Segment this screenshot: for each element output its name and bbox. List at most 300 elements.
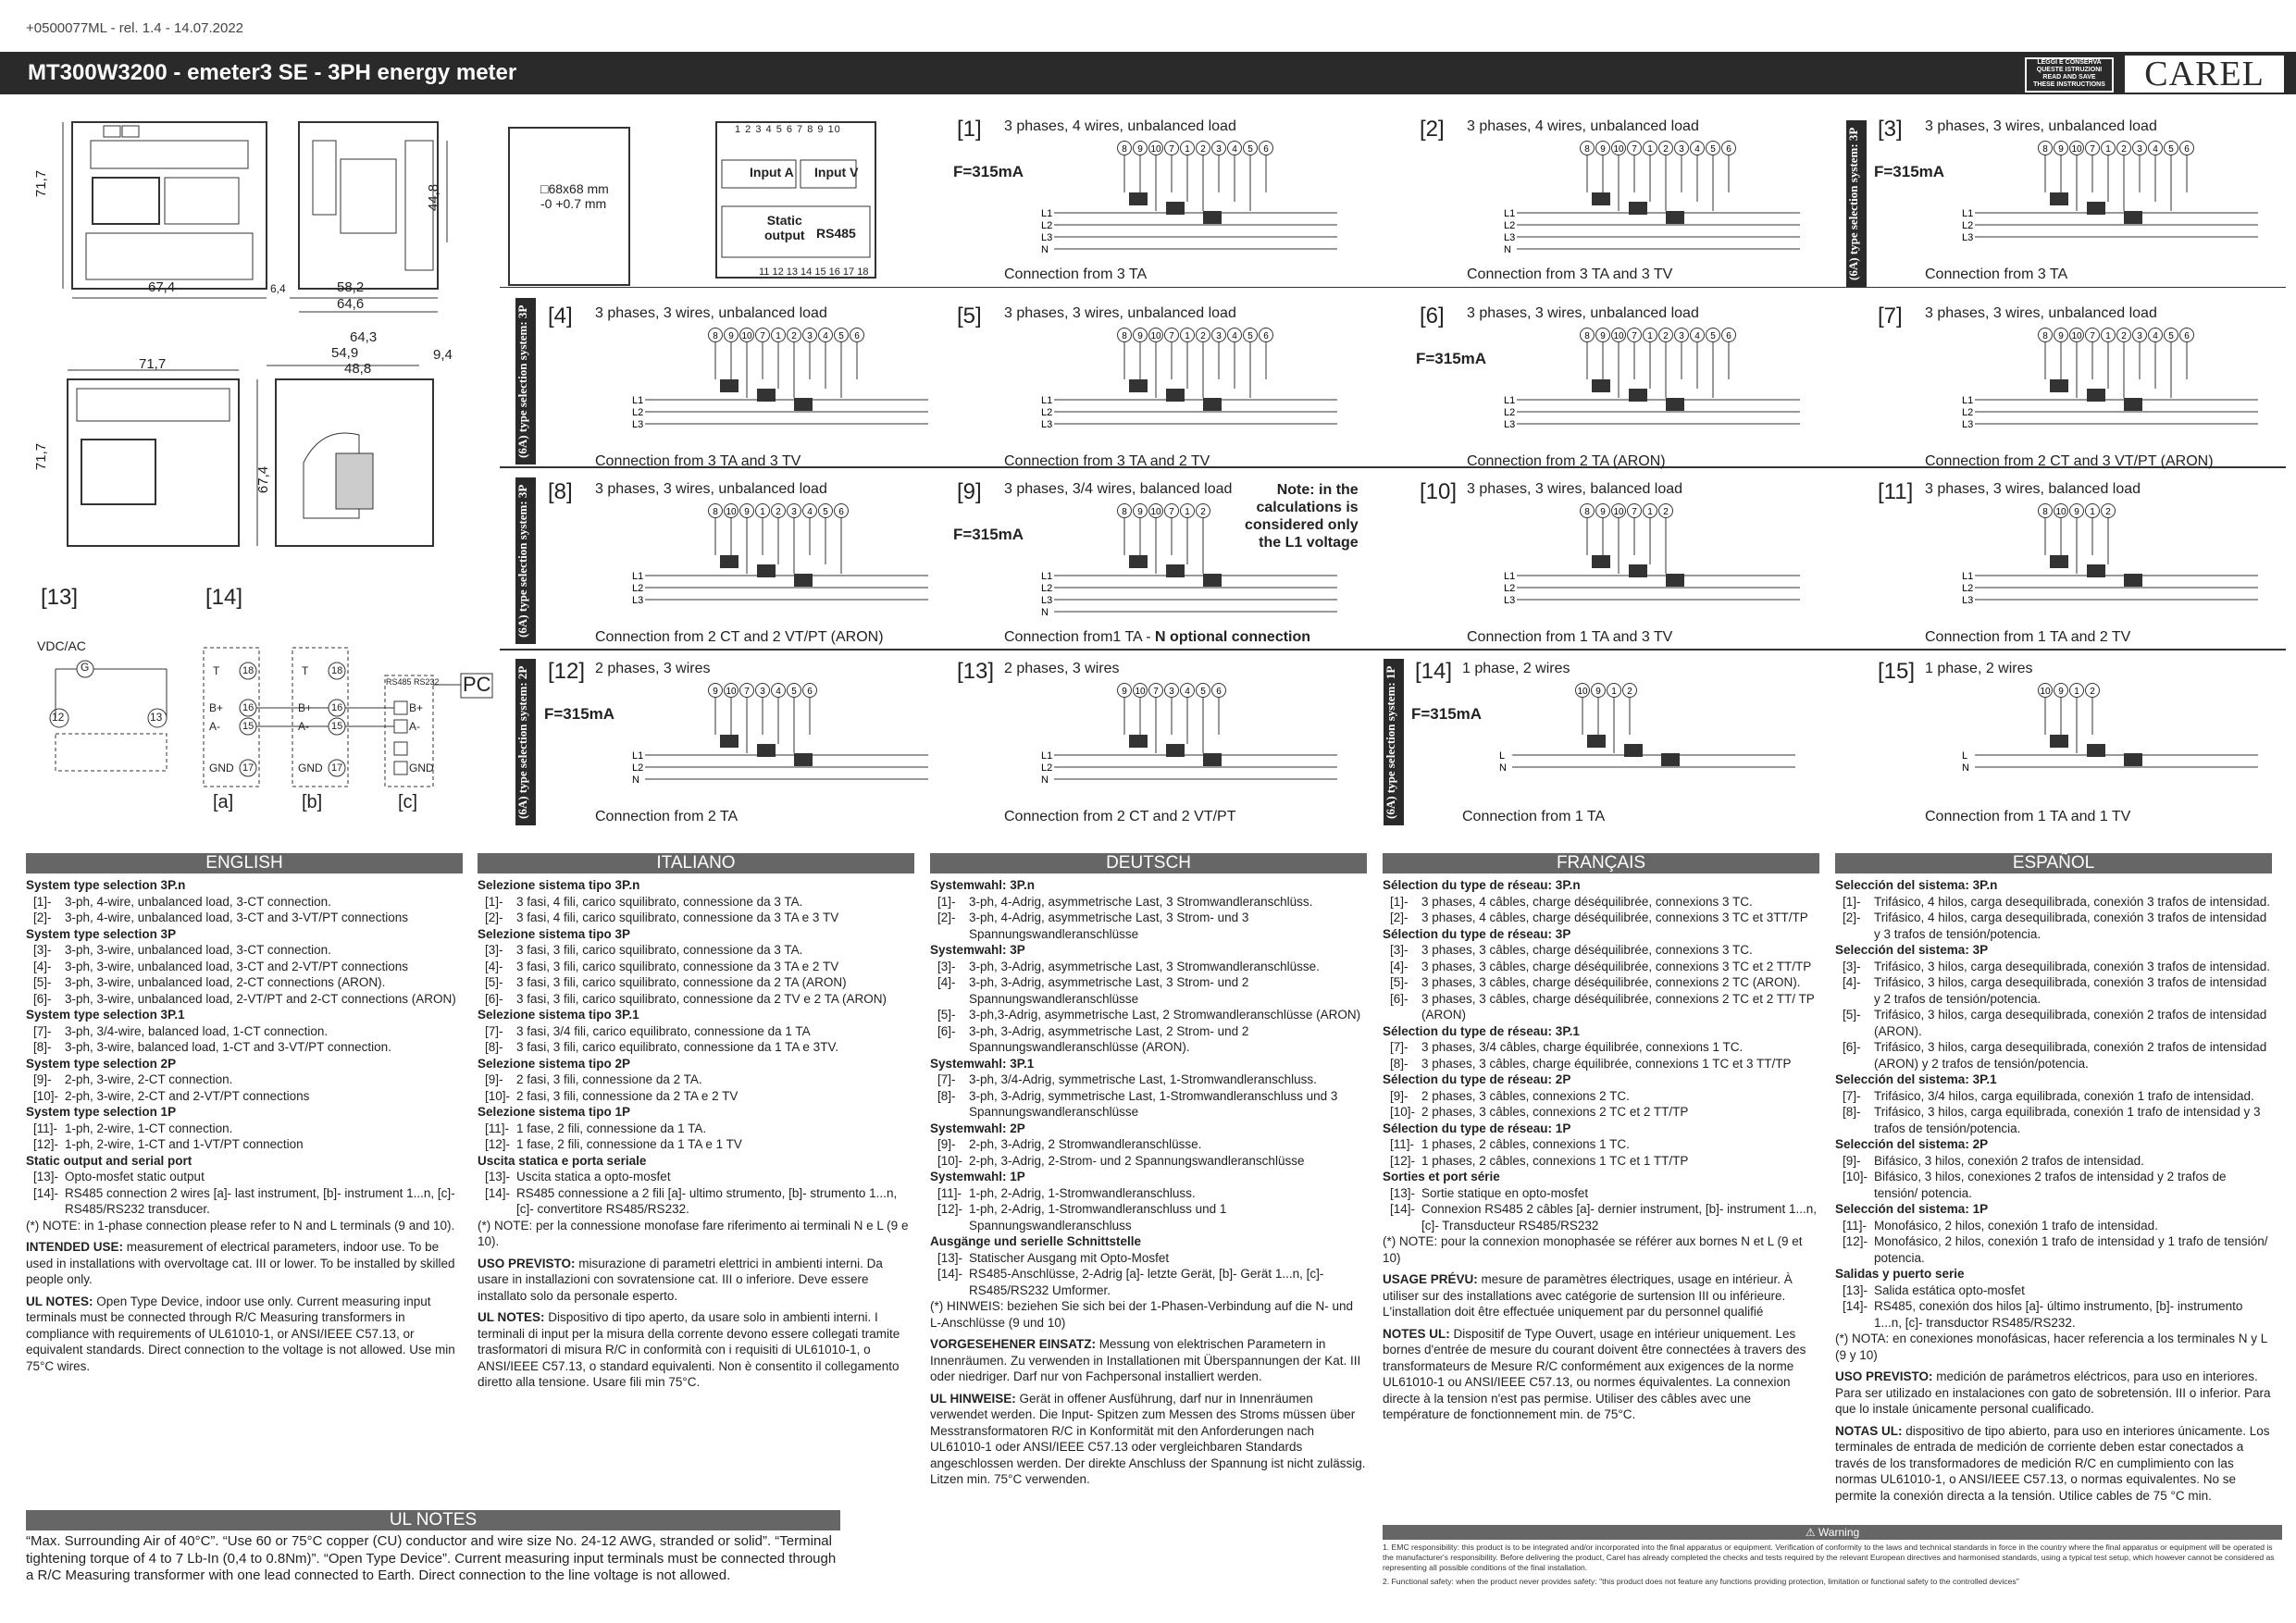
section-heading: System type selection 3P.1 — [26, 1008, 185, 1022]
item-text: Trifásico, 3/4 hilos, carga equilibrada, conexión 1 trafo de intensidad. — [1874, 1088, 2254, 1103]
label-aminus-b: A- — [298, 720, 309, 733]
paragraph-label: USO PREVISTO: — [1835, 1369, 1933, 1383]
item-text: 1-ph, 2-wire, 1-CT and 1-VT/PT connection — [65, 1137, 304, 1151]
badge-line: THESE INSTRUCTIONS — [2033, 81, 2105, 88]
line-label: L3 — [1041, 232, 1053, 243]
section-heading: Systemwahl: 3P.1 — [930, 1056, 1035, 1071]
terminal-number: 1 — [1647, 144, 1653, 155]
column-heading: DEUTSCH — [930, 853, 1367, 873]
fuse-label: F=315mA — [1416, 350, 1487, 367]
list-item — [26, 1185, 463, 1218]
column-heading: FRANÇAIS — [1383, 853, 1819, 873]
terminal-number: 4 — [823, 331, 828, 341]
terminal-number: 6 — [2184, 144, 2190, 155]
list-item — [478, 1185, 914, 1218]
list-item — [1383, 974, 1819, 991]
diagram-number: [13] — [957, 659, 995, 684]
item-key: [12]- — [1390, 1153, 1416, 1168]
item-key: [4]- — [33, 959, 52, 973]
terminal-number: 3 — [1679, 331, 1684, 341]
item-text: Statischer Ausgang mit Opto-Mosfet — [969, 1250, 1170, 1265]
section-heading: System type selection 1P — [26, 1105, 177, 1119]
paragraph-text: Messung von elektrischen Parametern in Innenräumen. Zu verwenden in Installationen mit Überspannungen der Kat. III oder niedriger. Darf nur von Fachpersonal installiert werden. — [930, 1337, 1361, 1383]
diagram-title: 3 phases, 3/4 wires, balanced load — [1004, 481, 1233, 497]
item-key: [5]- — [1390, 975, 1409, 989]
item-text: 3 fasi, 3 fili, carico equilibrato, connessione da 1 TA e 3TV. — [516, 1040, 838, 1054]
terminal-number: 4 — [1185, 687, 1190, 697]
caption-text: Connection from 1 TA and 1 TV — [1925, 809, 2131, 824]
line-label: L — [1499, 750, 1506, 762]
item-key: [2]- — [1843, 911, 1861, 924]
note-text: (*) NOTA: en conexiones monofásicas, hacer referencia a los terminales N y L (9 y 10) — [1835, 1332, 2267, 1362]
diagram-number: [1] — [957, 117, 982, 142]
diagram-caption — [1925, 809, 2130, 825]
fuse-label: F=315mA — [544, 705, 615, 723]
item-key: [2]- — [33, 911, 52, 924]
item-text: 3 phases, 4 câbles, charge déséquilibrée, connexions 3 TC. — [1421, 894, 1753, 909]
rs485-label: RS485 — [816, 226, 856, 241]
terminal-block-drawing — [713, 118, 879, 281]
rs485-label-c: [c] — [398, 792, 418, 812]
warning-footer — [1383, 1525, 2282, 1587]
section-heading: Systemwahl: 3P — [930, 943, 1025, 957]
item-text: 3-ph, 4-wire, unbalanced load, 3-CT connection. — [65, 894, 331, 909]
terminal-number: 10 — [1150, 507, 1161, 517]
terminal-number: 10 — [726, 687, 737, 697]
wiring-diagram — [953, 117, 1370, 288]
terminal-number: 4 — [776, 687, 781, 697]
note-text: (*) NOTE: pour la connexion monophasée se référer aux bornes N et L (9 et 10) — [1383, 1234, 1803, 1265]
line-label: L2 — [1962, 220, 1974, 231]
section-heading: Sélection du type de réseau: 3P.1 — [1383, 1023, 1580, 1038]
item-text: 3 phases, 3 câbles, charge équilibrée, connexions 1 TC et 3 TT/TP — [1421, 1056, 1792, 1071]
item-key: [2]- — [937, 911, 956, 924]
line-label: L2 — [632, 407, 644, 418]
type-selection-band: (6A) type selection system: 2P — [515, 659, 536, 825]
terminal-15-a: 15 — [242, 721, 254, 732]
item-key: [3]- — [937, 959, 956, 973]
diagram-schematic — [1962, 679, 2267, 799]
terminal-number: 4 — [2153, 331, 2158, 341]
item-key: [3]- — [1390, 943, 1409, 957]
item-key: [11]- — [937, 1185, 962, 1200]
section-heading: Systemwahl: 1P — [930, 1170, 1025, 1183]
item-text: 2 fasi, 3 fili, connessione da 2 TA e 2 TV — [516, 1088, 738, 1103]
section-heading: Selezione sistema tipo 3P.n — [478, 878, 640, 892]
diagram-number: [7] — [1878, 304, 1903, 328]
fuse-label: F=315mA — [953, 163, 1024, 180]
line-label: L3 — [1962, 419, 1974, 430]
item-text: 2 phases, 3 câbles, connexions 2 TC et 2 TT/TP — [1421, 1105, 1689, 1119]
item-key: [5]- — [485, 975, 503, 989]
diagram-caption — [1467, 266, 1672, 283]
item-text: 3-ph, 3/4-Adrig, symmetrische Last, 1-Stromwandleranschluss. — [969, 1072, 1317, 1086]
line-label: L3 — [1041, 419, 1053, 430]
item-key: [1]- — [1843, 894, 1861, 909]
line-label: L1 — [632, 395, 644, 406]
diagram-title: 1 phase, 2 wires — [1462, 661, 1570, 676]
paragraph-text: measurement of electrical parameters, indoor use. To be used in installations with overvoltage cat. III or lower. To be installed by skilled people only. — [26, 1240, 455, 1286]
list-item — [26, 1169, 463, 1185]
item-key: [9]- — [1843, 1153, 1861, 1168]
list-item — [478, 1088, 914, 1105]
diagram-schematic — [1041, 137, 1347, 257]
terminal-number: 8 — [713, 507, 718, 517]
section-heading: Sélection du type de réseau: 2P — [1383, 1072, 1571, 1086]
diagram-title: 3 phases, 4 wires, unbalanced load — [1467, 118, 1699, 134]
item-key: [13]- — [33, 1170, 59, 1183]
label-bplus-b: B+ — [298, 701, 313, 714]
diagram-schematic — [1962, 324, 2267, 444]
terminal-number: 6 — [2184, 331, 2190, 341]
document-reference: +0500077ML - rel. 1.4 - 14.07.2022 — [26, 20, 244, 36]
line-label: L1 — [632, 750, 644, 762]
terminal-number: 6 — [1263, 331, 1269, 341]
english-column — [26, 853, 463, 1374]
caption-text: Connection from 2 CT and 3 VT/PT (ARON) — [1925, 453, 2214, 469]
diagram-schematic — [632, 324, 937, 444]
terminal-number: 8 — [2042, 507, 2048, 517]
diagram-schematic — [1041, 679, 1347, 799]
item-text: 3 phases, 4 câbles, charge déséquilibrée, connexions 3 TC et 3TT/TP — [1421, 911, 1808, 924]
diagram-schematic — [1041, 324, 1347, 444]
terminal-number: 5 — [1200, 687, 1206, 697]
item-text: Trifásico, 3 hilos, carga desequilibrada, conexión 3 trafos de intensidad. — [1874, 959, 2270, 973]
paragraph — [930, 1336, 1367, 1385]
rs485-rs232-label: RS485 RS232 — [386, 677, 440, 687]
terminal-number: 3 — [791, 507, 797, 517]
line-label: L3 — [1504, 419, 1516, 430]
french-column — [1383, 853, 1819, 1423]
paragraph-text: Dispositivo di tipo aperto, da usare solo in ambienti interni. I terminali di input per la misura della corrente devono essere collegati tramite trasformatori di misura R/C in conformità con i requisiti di UL61010-1, o ANSI/IEEE C57.13, o standard equivalenti. Non è consentito il collegamento diretto alla tensione. Usare fili min 75°C. — [478, 1310, 900, 1389]
item-key: [10]- — [1390, 1105, 1416, 1119]
diagram-title: 3 phases, 4 wires, unbalanced load — [1004, 118, 1236, 134]
terminal-number: 1 — [1647, 507, 1653, 517]
list-item — [1835, 910, 2272, 942]
terminal-number: 4 — [1232, 144, 1237, 155]
item-key: [8]- — [1843, 1105, 1861, 1119]
diagram-number: [2] — [1420, 117, 1445, 142]
section-heading: Sorties et port série — [1383, 1170, 1500, 1183]
item-text: 3 phases, 3 câbles, charge déséquilibrée, connexions 2 TC et 2 TT/ TP (ARON) — [1421, 991, 1815, 1022]
terminal-number: 7 — [1632, 331, 1637, 341]
item-text: Monofásico, 2 hilos, conexión 1 trafo de intensidad. — [1874, 1218, 2158, 1233]
terminal-number: 10 — [726, 507, 737, 517]
list-item — [478, 974, 914, 991]
rs485-label-a: [a] — [213, 792, 234, 812]
terminal-number: 1 — [1647, 331, 1653, 341]
item-text: 3 phases, 3 câbles, charge déséquilibrée, connexions 3 TC et 2 TT/TP — [1421, 959, 1812, 973]
terminal-number: 1 — [1185, 507, 1190, 517]
terminal-number: 2 — [1663, 144, 1669, 155]
item-text: 1-ph, 2-wire, 1-CT connection. — [65, 1121, 233, 1135]
terminal-number: 10 — [1150, 144, 1161, 155]
wiring-diagram — [953, 304, 1370, 475]
badge-line: QUESTE ISTRUZIONI — [2036, 67, 2103, 73]
wiring-diagram — [953, 479, 1370, 650]
caption-text: Connection from 2 TA — [595, 809, 738, 824]
list-item — [930, 1023, 1367, 1056]
terminal-number: 4 — [1694, 331, 1700, 341]
note-text: (*) HINWEIS: beziehen Sie sich bei der 1-Phasen-Verbindung auf die N- und L-Anschlüsse (9 und 10) — [930, 1299, 1353, 1330]
terminal-number: 2 — [791, 331, 797, 341]
terminal-number: 9 — [1137, 507, 1143, 517]
diagram-number: [6] — [1420, 304, 1445, 328]
terminal-number: 5 — [823, 507, 828, 517]
list-item — [26, 1023, 463, 1040]
list-item — [26, 910, 463, 926]
diagram-title: 2 phases, 3 wires — [595, 661, 711, 676]
wiring-diagram — [1874, 479, 2290, 650]
input-v-label: Input V — [814, 165, 859, 180]
terminal-17-a: 17 — [242, 762, 254, 774]
item-text: 1-ph, 2-Adrig, 1-Stromwandleranschluss und 1 Spannungswandleranschluss — [969, 1202, 1227, 1233]
terminal-number: 9 — [1600, 144, 1606, 155]
read-and-save-badge — [2025, 57, 2114, 93]
line-label: N — [1504, 244, 1511, 255]
terminal-number: 9 — [2058, 687, 2064, 697]
section-heading: Selezione sistema tipo 1P — [478, 1105, 631, 1119]
section-heading: Selezione sistema tipo 3P.1 — [478, 1008, 639, 1022]
diagram-note: Note: in the calculations is considered only the L1 voltage — [1245, 482, 1359, 551]
list-item — [1835, 1153, 2272, 1170]
label-aminus-a: A- — [209, 720, 220, 733]
item-text: 3-ph, 3-wire, unbalanced load, 3-CT and 2-VT/PT connections — [65, 959, 408, 973]
terminal-number: 2 — [1200, 144, 1206, 155]
terminal-number: 5 — [1710, 331, 1716, 341]
item-text: 3-ph, 3-wire, unbalanced load, 2-CT connections (ARON). — [65, 975, 386, 989]
caption-text: Connection from 2 CT and 2 VT/PT — [1004, 809, 1236, 824]
section-heading: Sélection du type de réseau: 3P.n — [1383, 878, 1581, 892]
static-output-schematic — [37, 655, 185, 794]
dim-side2-48: 48,8 — [344, 361, 372, 377]
diagram-caption — [1004, 809, 1235, 825]
note-text: (*) NOTE: in 1-phase connection please refer to N and L terminals (9 and 10). — [26, 1218, 455, 1233]
terminal-number: 8 — [713, 331, 718, 341]
terminal-number: 7 — [1169, 507, 1174, 517]
dim-side-58: 58,2 — [337, 279, 365, 295]
line-label: N — [1041, 244, 1049, 255]
dim-top-width: 71,7 — [139, 356, 167, 372]
list-item — [930, 959, 1367, 975]
terminal-number: 2 — [776, 507, 781, 517]
warning-title: Warning — [1818, 1526, 1860, 1539]
diagram-schematic — [1504, 324, 1809, 444]
paragraph — [26, 1239, 463, 1288]
item-key: [12]- — [937, 1202, 963, 1216]
diagram-caption — [1004, 453, 1210, 470]
list-item — [1383, 894, 1819, 911]
label-t-b: T — [302, 664, 309, 677]
paragraph-label: UL NOTES: — [478, 1310, 545, 1324]
terminal-number: 9 — [1600, 507, 1606, 517]
italian-column — [478, 853, 914, 1391]
wiring-diagram — [544, 479, 961, 650]
label-bplus-c: B+ — [409, 701, 424, 714]
item-text: 1 phases, 2 câbles, connexions 1 TC et 1 TT/TP — [1421, 1153, 1689, 1168]
diagram-title: 3 phases, 3 wires, unbalanced load — [1925, 305, 2157, 321]
line-label: L2 — [1504, 407, 1516, 418]
item-key: [13]- — [485, 1170, 511, 1183]
terminal-number: 1 — [2074, 687, 2079, 697]
terminal-number: 5 — [791, 687, 797, 697]
paragraph — [1383, 1271, 1819, 1320]
item-key: [6]- — [485, 991, 503, 1006]
item-text: 3-ph, 3-Adrig, asymmetrische Last, 3 Strom- und 2 Spannungswandleranschlüsse — [969, 975, 1249, 1006]
item-key: [14]- — [1390, 1202, 1416, 1216]
item-key: [14]- — [1843, 1299, 1868, 1313]
terminal-number: 2 — [1663, 507, 1669, 517]
paragraph — [478, 1309, 914, 1391]
item-text: 3-ph, 4-Adrig, asymmetrische Last, 3 Stromwandleranschlüss. — [969, 894, 1313, 909]
item-text: Opto-mosfet static output — [65, 1170, 205, 1183]
terminal-number: 4 — [2153, 144, 2158, 155]
list-item — [930, 974, 1367, 1007]
terminal-number: 10 — [1613, 144, 1624, 155]
terminal-number: 9 — [2058, 331, 2064, 341]
list-item — [1383, 1088, 1819, 1105]
terminal-number: 10 — [1135, 687, 1146, 697]
section-heading: Salidas y puerto serie — [1835, 1267, 1965, 1281]
terminal-number: 7 — [2090, 144, 2095, 155]
terminal-number: 3 — [2137, 144, 2142, 155]
list-item — [478, 1039, 914, 1056]
paragraph-label: UL HINWEISE: — [930, 1391, 1016, 1406]
line-label: L2 — [1041, 407, 1053, 418]
type-selection-band: (6A) type selection system: 3P — [515, 298, 536, 465]
item-key: [1]- — [33, 894, 52, 909]
list-item — [1835, 1088, 2272, 1105]
dim-side-6: 6,4 — [270, 282, 286, 295]
dim-side2-54: 54,9 — [331, 345, 359, 361]
fuse-label: F=315mA — [953, 526, 1024, 543]
line-label: L3 — [1504, 595, 1516, 606]
item-text: Trifásico, 4 hilos, carga desequilibrada, conexión 3 trafos de intensidad y 3 trafos de tensión/potencia. — [1874, 911, 2267, 941]
item-key: [7]- — [485, 1023, 503, 1038]
list-item — [478, 959, 914, 975]
item-key: [12]- — [1843, 1234, 1868, 1248]
badge-line: LEGGI E CONSERVA — [2037, 59, 2102, 66]
item-text: 1 fase, 2 fili, connessione da 1 TA. — [516, 1121, 707, 1135]
diagram-caption — [1925, 266, 2067, 283]
item-text: 3-ph, 4-Adrig, asymmetrische Last, 3 Strom- und 3 Spannungswandleranschlüsse — [969, 911, 1249, 941]
terminal-number: 3 — [760, 687, 765, 697]
diagram-number: [15] — [1878, 659, 1916, 684]
list-item — [930, 894, 1367, 911]
item-text: Trifásico, 3 hilos, carga desequilibrada, conexión 3 trafos de intensidad y 2 trafos de tensión/potencia. — [1874, 975, 2267, 1006]
list-item — [26, 894, 463, 911]
item-key: [9]- — [937, 1137, 956, 1151]
terminals-bottom: 11 12 13 14 15 16 17 18 — [759, 266, 869, 278]
diagram-title: 3 phases, 3 wires, balanced load — [1925, 481, 2141, 497]
list-item — [26, 942, 463, 959]
terminal-number: 1 — [1185, 144, 1190, 155]
list-item — [1383, 1136, 1819, 1153]
diagram-title: 3 phases, 3 wires, unbalanced load — [1467, 305, 1699, 321]
terminal-number: 10 — [1577, 687, 1588, 697]
terminal-number: 5 — [2168, 331, 2174, 341]
diagram-caption — [595, 629, 884, 646]
diagram-number: [12] — [548, 659, 586, 684]
list-item — [930, 1072, 1367, 1088]
terminal-number: 1 — [2105, 331, 2111, 341]
german-column — [930, 853, 1367, 1488]
gen-label: G — [81, 661, 90, 674]
line-label: L3 — [632, 595, 644, 606]
dim-side2-64: 64,3 — [350, 329, 378, 345]
terminal-number: 8 — [1584, 144, 1590, 155]
item-key: [1]- — [937, 894, 956, 909]
terminal-number: 9 — [1122, 687, 1127, 697]
line-label: N — [1041, 774, 1049, 786]
diagram-schematic — [632, 500, 937, 620]
caption-text: Connection from 2 TA (ARON) — [1467, 453, 1666, 469]
caption-text: Connection from 1 TA — [1462, 809, 1606, 824]
terminal-number: 8 — [2042, 331, 2048, 341]
warning-line-2: 2. Functional safety: when the product never provides safety: "this product does not feature any functions providing protection, limitation or functional safety to the controlled devices" — [1383, 1577, 2019, 1586]
diagram-number: [5] — [957, 304, 982, 328]
item-text: 3 fasi, 4 fili, carico squilibrato, connessione da 3 TA. — [516, 894, 803, 909]
badge-line: READ AND SAVE — [2042, 74, 2096, 81]
item-text: 3-ph, 3-wire, unbalanced load, 3-CT connection. — [65, 943, 331, 957]
wiring-diagram — [1874, 659, 2290, 830]
wiring-diagram — [953, 659, 1370, 830]
list-item — [1835, 1218, 2272, 1234]
item-key: [1]- — [485, 894, 503, 909]
terminal-number: 2 — [1627, 687, 1632, 697]
list-item — [1383, 991, 1819, 1023]
item-key: [7]- — [1843, 1088, 1861, 1103]
section-13-label: [13] — [41, 585, 79, 610]
section-heading: Selección del sistema: 3P — [1835, 943, 1989, 957]
line-label: L — [1962, 750, 1968, 762]
wiring-diagram — [544, 304, 961, 475]
line-label: L3 — [1504, 232, 1516, 243]
terminal-number: 9 — [744, 507, 750, 517]
terminal-number: 10 — [741, 331, 752, 341]
list-item — [1835, 1039, 2272, 1072]
carel-logo: CAREL — [2125, 56, 2284, 93]
terminal-number: 1 — [776, 331, 781, 341]
dim-side-64: 64,6 — [337, 296, 365, 312]
ul-notes-heading: UL NOTES — [26, 1510, 840, 1530]
section-heading: Selección del sistema: 2P — [1835, 1137, 1989, 1151]
item-text: 3 fasi, 4 fili, carico squilibrato, connessione da 3 TA e 3 TV — [516, 911, 839, 924]
terminal-number: 7 — [1169, 144, 1174, 155]
item-key: [1]- — [1390, 894, 1409, 909]
terminal-number: 9 — [728, 331, 734, 341]
item-key: [5]- — [1843, 1008, 1861, 1022]
diagram-caption — [595, 809, 738, 825]
list-item — [478, 1169, 914, 1185]
diagram-caption — [1925, 453, 2214, 470]
item-text: 2-ph, 3-Adrig, 2 Stromwandleranschlüsse. — [969, 1137, 1202, 1151]
line-label: N — [632, 774, 639, 786]
item-text: 3-ph, 3-wire, balanced load, 1-CT and 3-VT/PT connection. — [65, 1040, 391, 1054]
line-label: L2 — [1041, 220, 1053, 231]
type-selection-band: (6A) type selection system: 1P — [1384, 659, 1404, 825]
item-text: 3-ph, 3-Adrig, symmetrische Last, 1-Stromwandleranschluss und 3 Spannungswandleranschlüsse — [969, 1088, 1338, 1119]
diagram-schematic — [632, 679, 937, 799]
diagram-caption — [1467, 629, 1672, 646]
terminal-number: 10 — [2055, 507, 2066, 517]
paragraph-text: mesure de paramètres électriques, usage en intérieur. À utiliser sur des installations avec catégorie de surtension III ou inférieure. L'installation doit être effectuée uniquement par du personnel qualifié — [1383, 1272, 1793, 1319]
terminal-number: 2 — [1663, 331, 1669, 341]
item-key: [12]- — [33, 1137, 59, 1151]
line-label: L1 — [1962, 571, 1974, 582]
list-item — [1383, 910, 1819, 926]
fuse-label: F=315mA — [1874, 163, 1945, 180]
